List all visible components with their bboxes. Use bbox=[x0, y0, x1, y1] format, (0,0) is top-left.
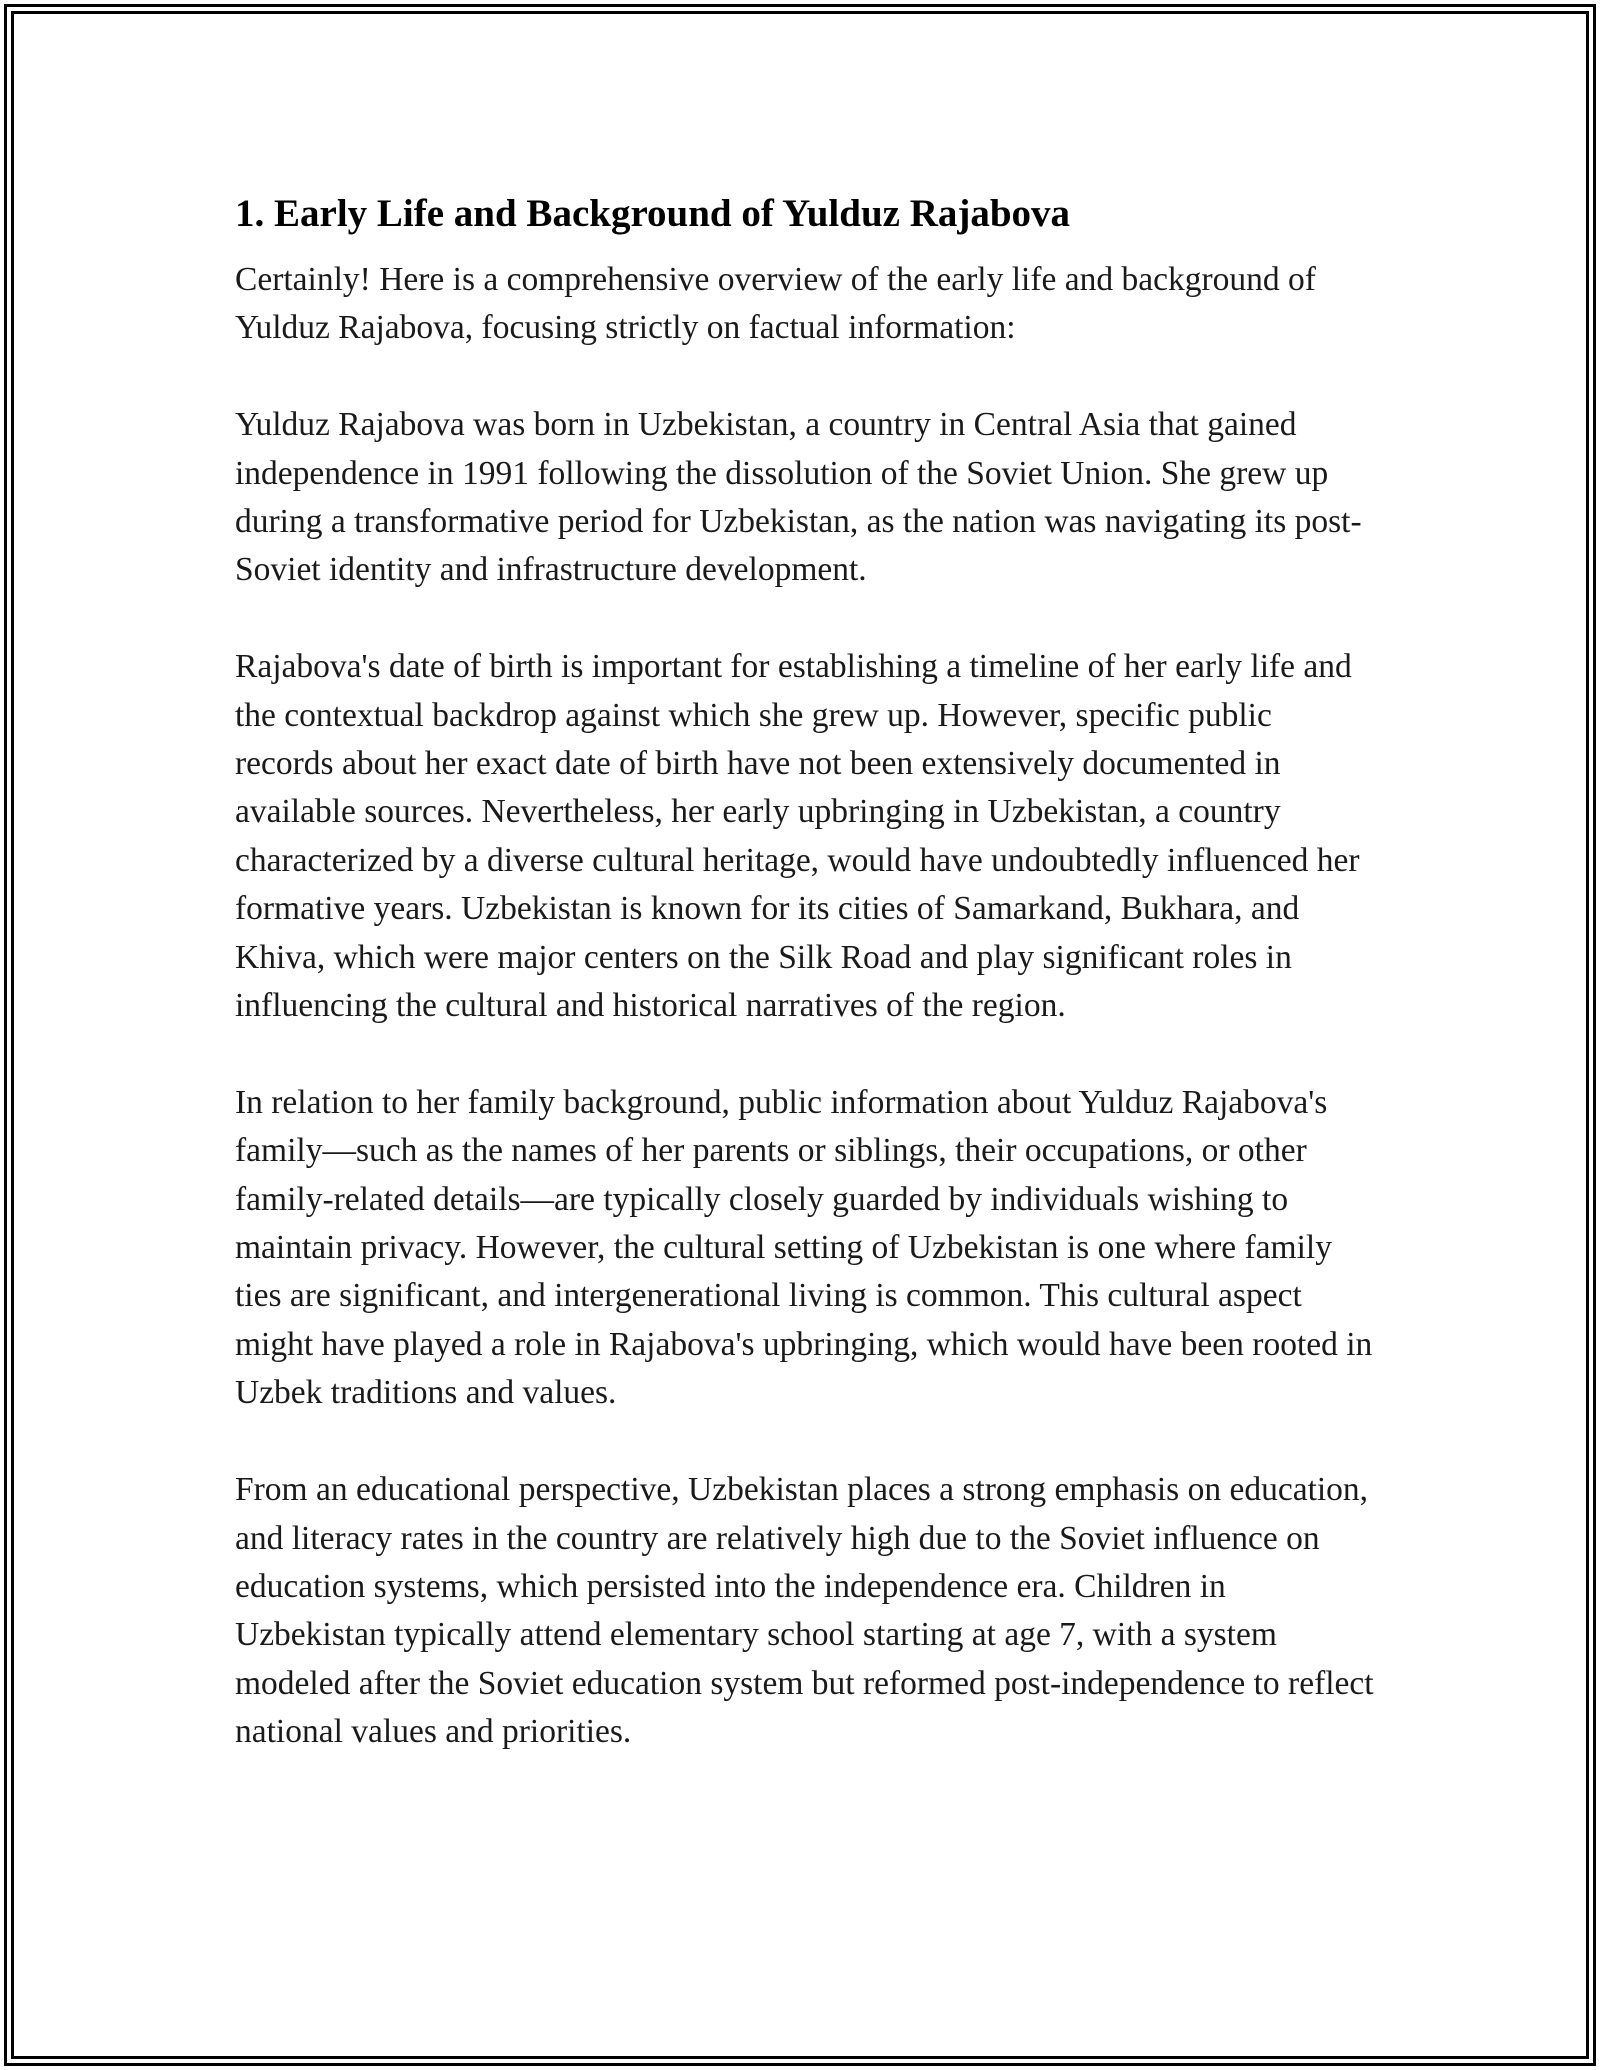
date-of-birth-paragraph: Rajabova's date of birth is important for establishing a timeline of her early life and the contextual backdrop against which she grew up. However, specific public records about her exact date of birth have not been extensively documented in available sources. Nevertheless, her early upbringing in Uzbekistan, a country characterized by a diverse cultural heritage, would have undoubtedly influenced her formative years. Uzbekistan is known for its cities of Samarkand, Bukhara, and Khiva, which were major centers on the Silk Road and play significant roles in influencing the cultural and historical narratives of the region. bbox=[235, 648, 1360, 1025]
family-background-paragraph: In relation to her family background, public information about Yulduz Rajabova's family—such as the names of her parents or siblings, their occupations, or other family-related details—are typically closely guarded by individuals wishing to maintain privacy. However, the cultural setting of Uzbekistan is one where family ties are significant, and intergenerational living is common. This cultural aspect might have played a role in Rajabova's upbringing, which would have been rooted in Uzbek traditions and values. bbox=[235, 1083, 1373, 1412]
document-body bbox=[235, 186, 1375, 1757]
education-paragraph: From an educational perspective, Uzbekistan places a strong emphasis on education, and literacy rates in the country are relatively high due to the Soviet influence on education systems, which persisted into the independence era. Children in Uzbekistan typically attend elementary school starting at age 7, with a system modeled after the Soviet education system but reformed post-independence to reflect national values and priorities. bbox=[235, 1471, 1374, 1751]
intro-paragraph: Certainly! Here is a comprehensive overview of the early life and background of Yulduz Rajabova, focusing strictly on factual information: bbox=[235, 261, 1316, 347]
birthplace-paragraph: Yulduz Rajabova was born in Uzbekistan, a country in Central Asia that gained independence in 1991 following the dissolution of the Soviet Union. She grew up during a transformative period for Uzbekistan, as the nation was navigating its post-Soviet identity and infrastructure development. bbox=[235, 406, 1362, 589]
section-heading: 1. Early Life and Background of Yulduz Rajabova bbox=[235, 192, 1071, 235]
